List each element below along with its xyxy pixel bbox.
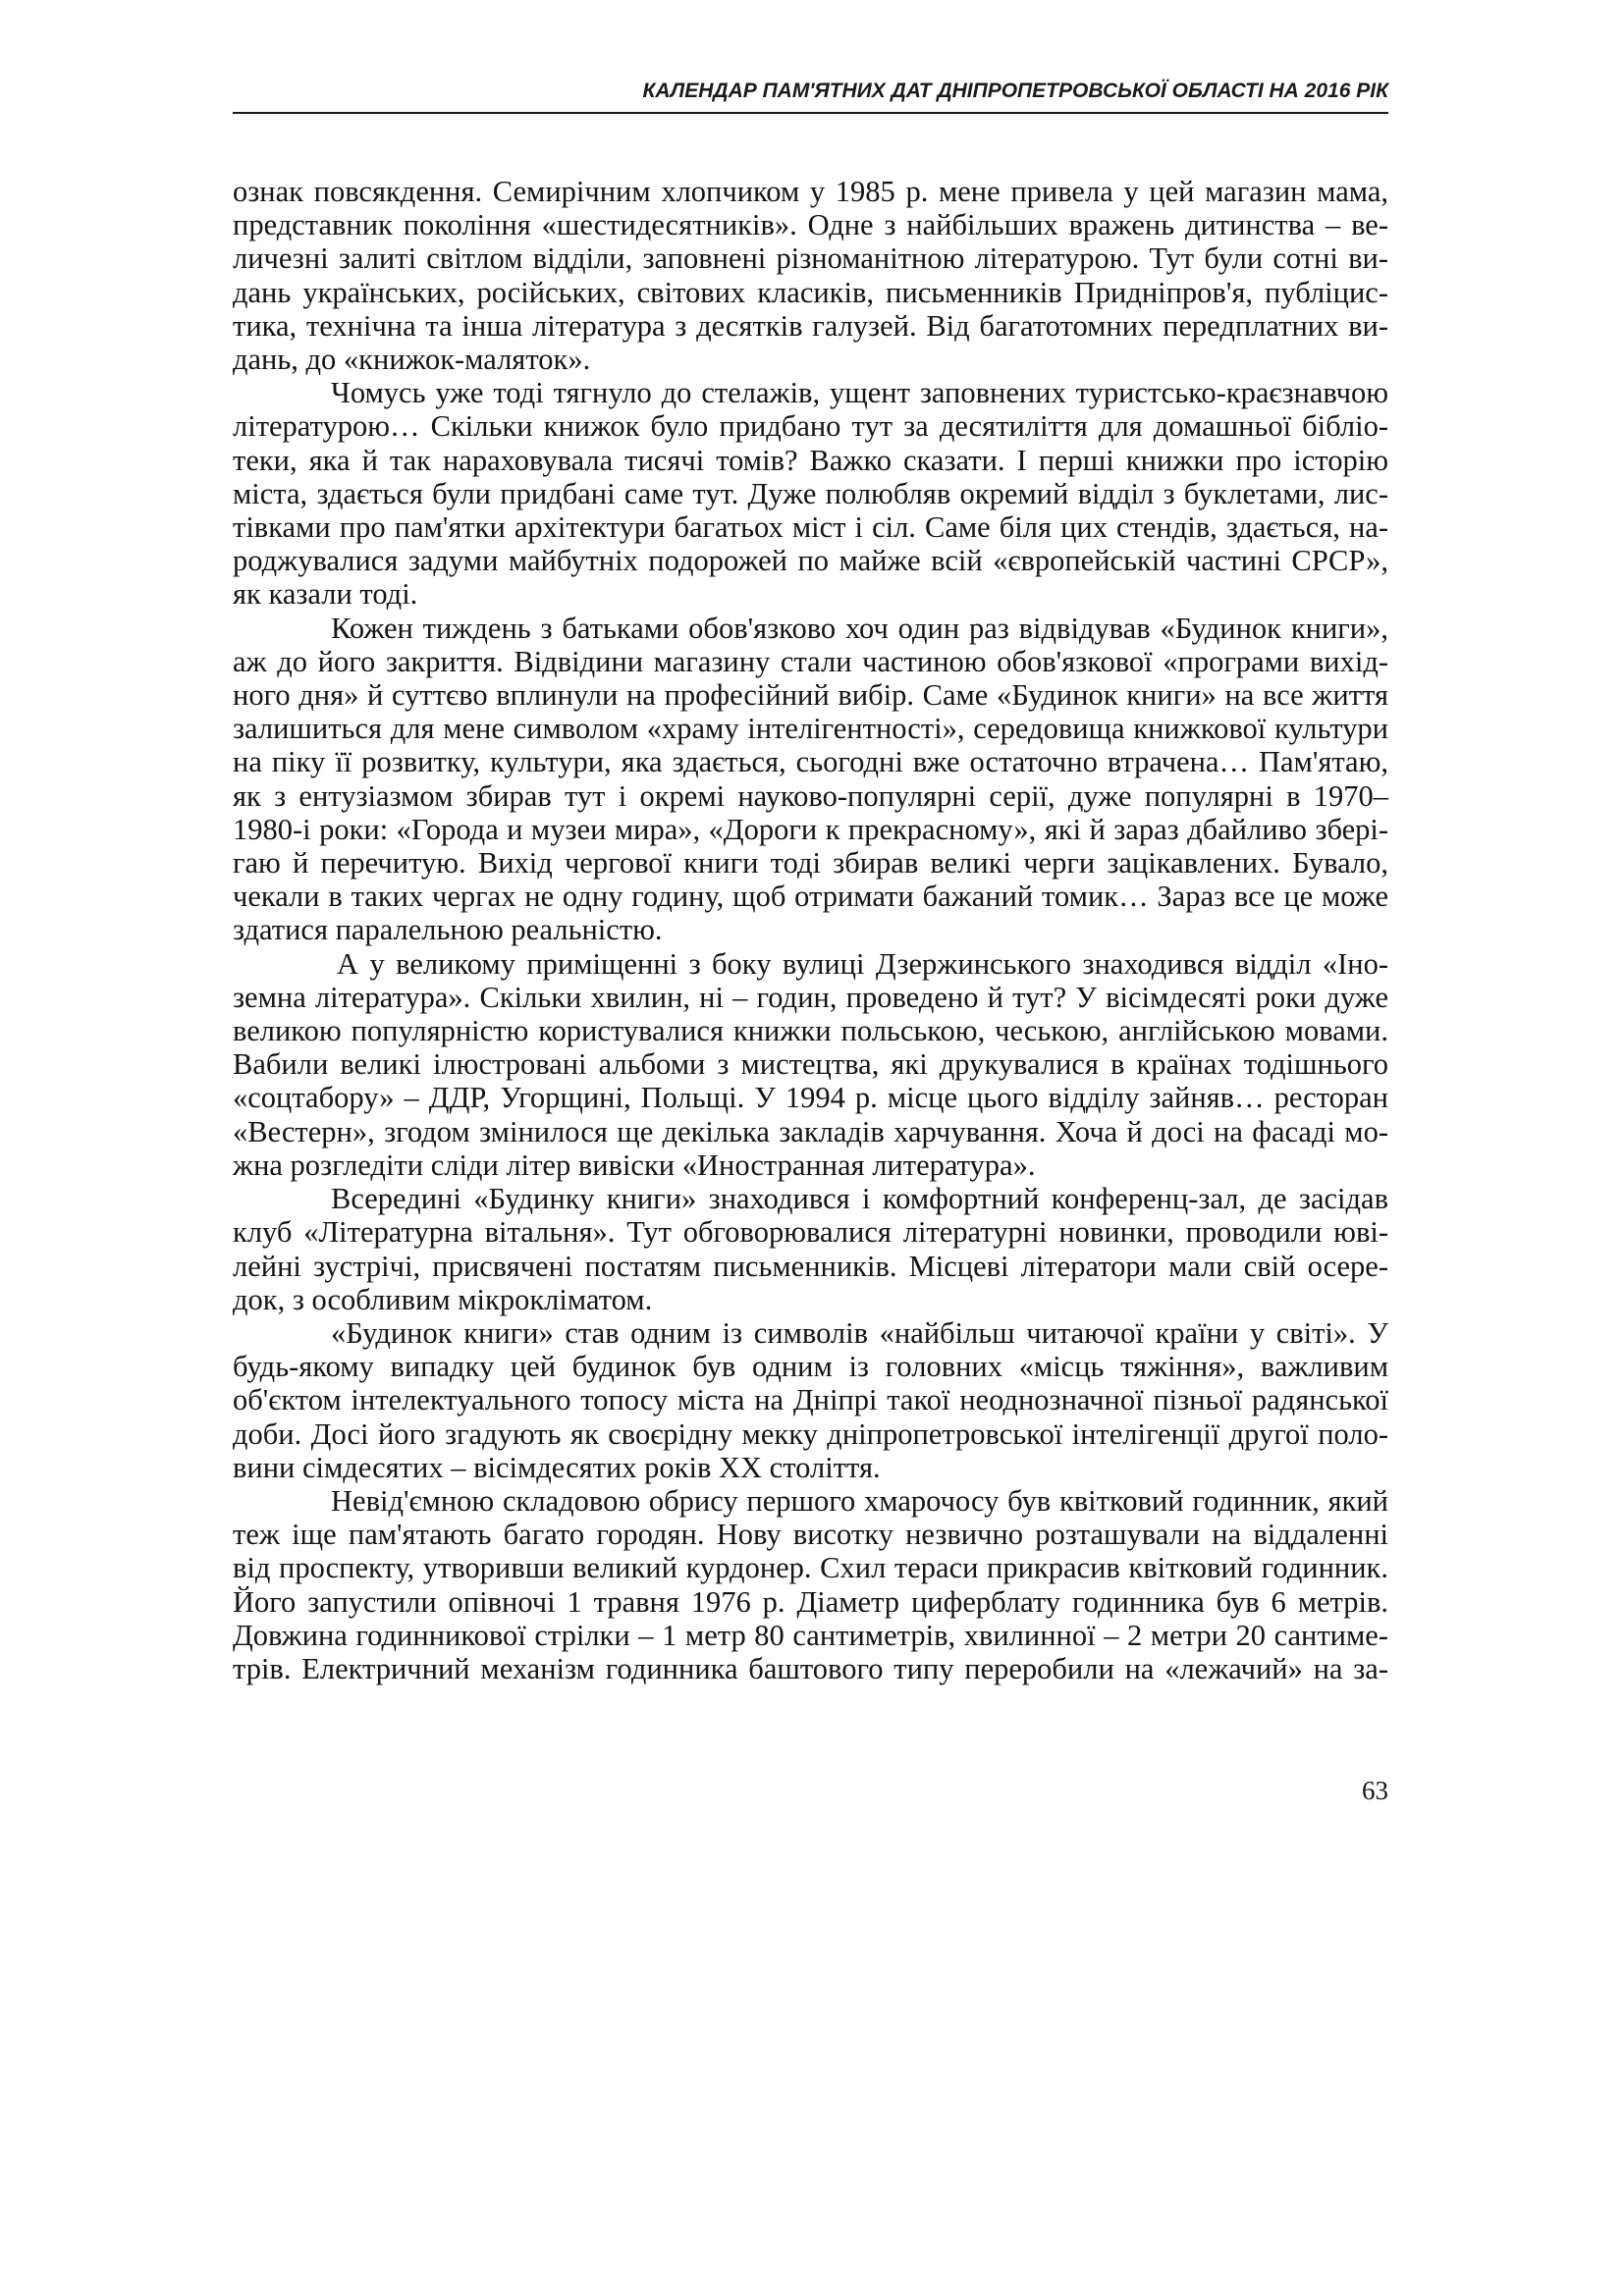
text-line: чекали в таких чергах не одну годину, щоб отримати бажаний томик… Зараз все це може <box>233 880 1388 914</box>
text-line: Довжина годинникової стрілки – 1 метр 80 сантиметрів, хвилинної – 2 метри 20 сантиме- <box>233 1618 1388 1652</box>
paragraph <box>233 612 1388 947</box>
page-number: 63 <box>1362 1776 1388 1805</box>
text-line: будь-якому випадку цей будинок був одним із головних «місць тяжіння», важливим <box>233 1350 1388 1384</box>
text-line: жна розгледіти сліди літер вивіски «Иностранная литература». <box>233 1148 1036 1182</box>
text-line: теки, яка й так нараховувала тисячі томів? Важко сказати. І перші книжки про історію <box>233 443 1388 477</box>
text-line: вини сімдесятих – вісімдесятих років XX століття. <box>233 1450 881 1484</box>
text-line: міста, здається були придбані саме тут. Дуже полюбляв окремий відділ з буклетами, лис- <box>233 476 1388 510</box>
text-line: здатися паралельною реальністю. <box>233 913 663 947</box>
text-line: аж до його закриття. Відвідини магазину стали частиною обов'язкової «програми вихід- <box>233 644 1388 678</box>
text-line: клуб «Літературна вітальня». Тут обговорювалися літературні новинки, проводили юві- <box>233 1215 1388 1250</box>
running-header: КАЛЕНДАР ПАМ'ЯТНИХ ДАТ ДНІПРОПЕТРОВСЬКОЇ ОБЛАСТІ НА 2016 РІК <box>233 77 1388 114</box>
paragraph <box>233 1484 1388 1685</box>
text-line: доби. Досі його згадують як своєрідну мекку дніпропетровської інтелігенції другої поло- <box>233 1416 1388 1451</box>
text-line: представник покоління «шестидесятників». Одне з найбільших вражень дитинства – ве- <box>233 208 1388 242</box>
text-line: від проспекту, утворивши великий курдонер. Схил тераси прикрасив квітковий годинник. <box>233 1551 1388 1585</box>
paragraph <box>233 947 1388 1182</box>
body-text <box>233 175 1388 1685</box>
text-line: Чомусь уже тоді тягнуло до стелажів, ущент заповнених туристсько-краєзнавчою <box>331 376 1388 410</box>
text-line: тика, технічна та інша література з десятків галузей. Від багатотомних передплатних ви- <box>233 308 1388 343</box>
text-line: 1980-і роки: «Города и музеи мира», «Дороги к прекрасному», які й зараз дбайливо зберi- <box>233 812 1388 846</box>
text-line: гаю й перечитую. Вихід чергової книги тоді збирав великі черги зацікавлених. Бувало, <box>233 846 1388 881</box>
paragraph <box>233 376 1388 611</box>
text-line: як з ентузіазмом збирав тут і окремі науково-популярні серії, дуже популярні в 1970– <box>233 778 1388 813</box>
text-line: дань, до «книжок-маляток». <box>233 343 591 377</box>
text-line: док, з особливим мікрокліматом. <box>233 1282 653 1316</box>
text-line: Кожен тиждень з батьками обов'язково хоч один раз відвідував «Будинок книги», <box>331 611 1388 645</box>
text-line: роджувалися задуми майбутніх подорожей по майже всій «європейській частині СРСР», <box>233 544 1388 578</box>
text-line: Невід'ємною складовою обрису першого хмарочосу був квітковий годинник, який <box>331 1483 1388 1518</box>
text-line: личезні залиті світлом відділи, заповнені різноманітною літературою. Тут були сотні ви- <box>233 241 1388 276</box>
paragraph <box>233 1182 1388 1316</box>
text-line: «Вестерн», згодом змінилося ще декілька закладів харчування. Хоча й досі на фасаді мо- <box>233 1114 1388 1148</box>
text-line: земна література». Скільки хвилин, ні – годин, проведено й тут? У вісімдесяті роки дуже <box>233 980 1388 1014</box>
text-line: залишиться для мене символом «храму інтелігентності», середовища книжкової культури <box>233 712 1388 746</box>
text-line: трів. Електричний механізм годинника баштового типу переробили на «лежачий» на за- <box>233 1651 1388 1685</box>
text-line: об'єктом інтелектуального топосу міста на Дніпрі такої неоднозначної пізньої радянської <box>233 1383 1388 1417</box>
text-line: ознак повсякдення. Семирічним хлопчиком у 1985 р. мене привела у цей магазин мама, <box>233 175 1388 208</box>
paragraph <box>233 1316 1388 1484</box>
text-line: як казали тоді. <box>233 577 418 612</box>
text-line: «соцтабору» – ДДР, Угорщині, Польщі. У 1994 р. місце цього відділу зайняв… ресторан <box>233 1081 1388 1115</box>
text-line: Всередині «Будинку книги» знаходився і комфортний конференц-зал, де засідав <box>331 1182 1388 1216</box>
text-line: теж іще пам'ятають багато городян. Нову висотку незвично розташували на віддаленні <box>233 1518 1388 1552</box>
text-line: ного дня» й суттєво вплинули на професійний вибір. Саме «Будинок книги» на все життя <box>233 678 1388 713</box>
text-line: на піку її розвитку, культури, яка здається, сьогодні вже остаточно втрачена… Пам'ятаю, <box>233 745 1388 779</box>
text-line: літературою… Скільки книжок було придбано тут за десятиліття для домашньої бібліо- <box>233 409 1388 444</box>
text-line: великою популярністю користувалися книжки польською, чеською, англійською мовами. <box>233 1014 1388 1048</box>
text-line: Його запустили опівночі 1 травня 1976 р. Діаметр циферблату годинника був 6 метрів. <box>233 1584 1388 1619</box>
text-line: тівками про пам'ятки архітектури багатьох міст і сіл. Саме біля цих стендів, здається, на- <box>233 510 1388 545</box>
text-line: «Будинок книги» став одним із символів «найбільш читаючої країни у світі». У <box>331 1315 1388 1350</box>
text-line: Вабили великі ілюстровані альбоми з мистецтва, які друкувалися в країнах тодішнього <box>233 1047 1388 1082</box>
text-line: дань українських, російських, світових класиків, письменників Придніпров'я, публіцис- <box>233 275 1388 309</box>
text-line: лейні зустрічі, присвячені постатям письменників. Місцеві літератори мали свій осере- <box>233 1249 1388 1283</box>
paragraph <box>233 175 1388 376</box>
text-line: А у великому приміщенні з боку вулиці Дзержинського знаходився відділ «Іно- <box>337 946 1388 981</box>
